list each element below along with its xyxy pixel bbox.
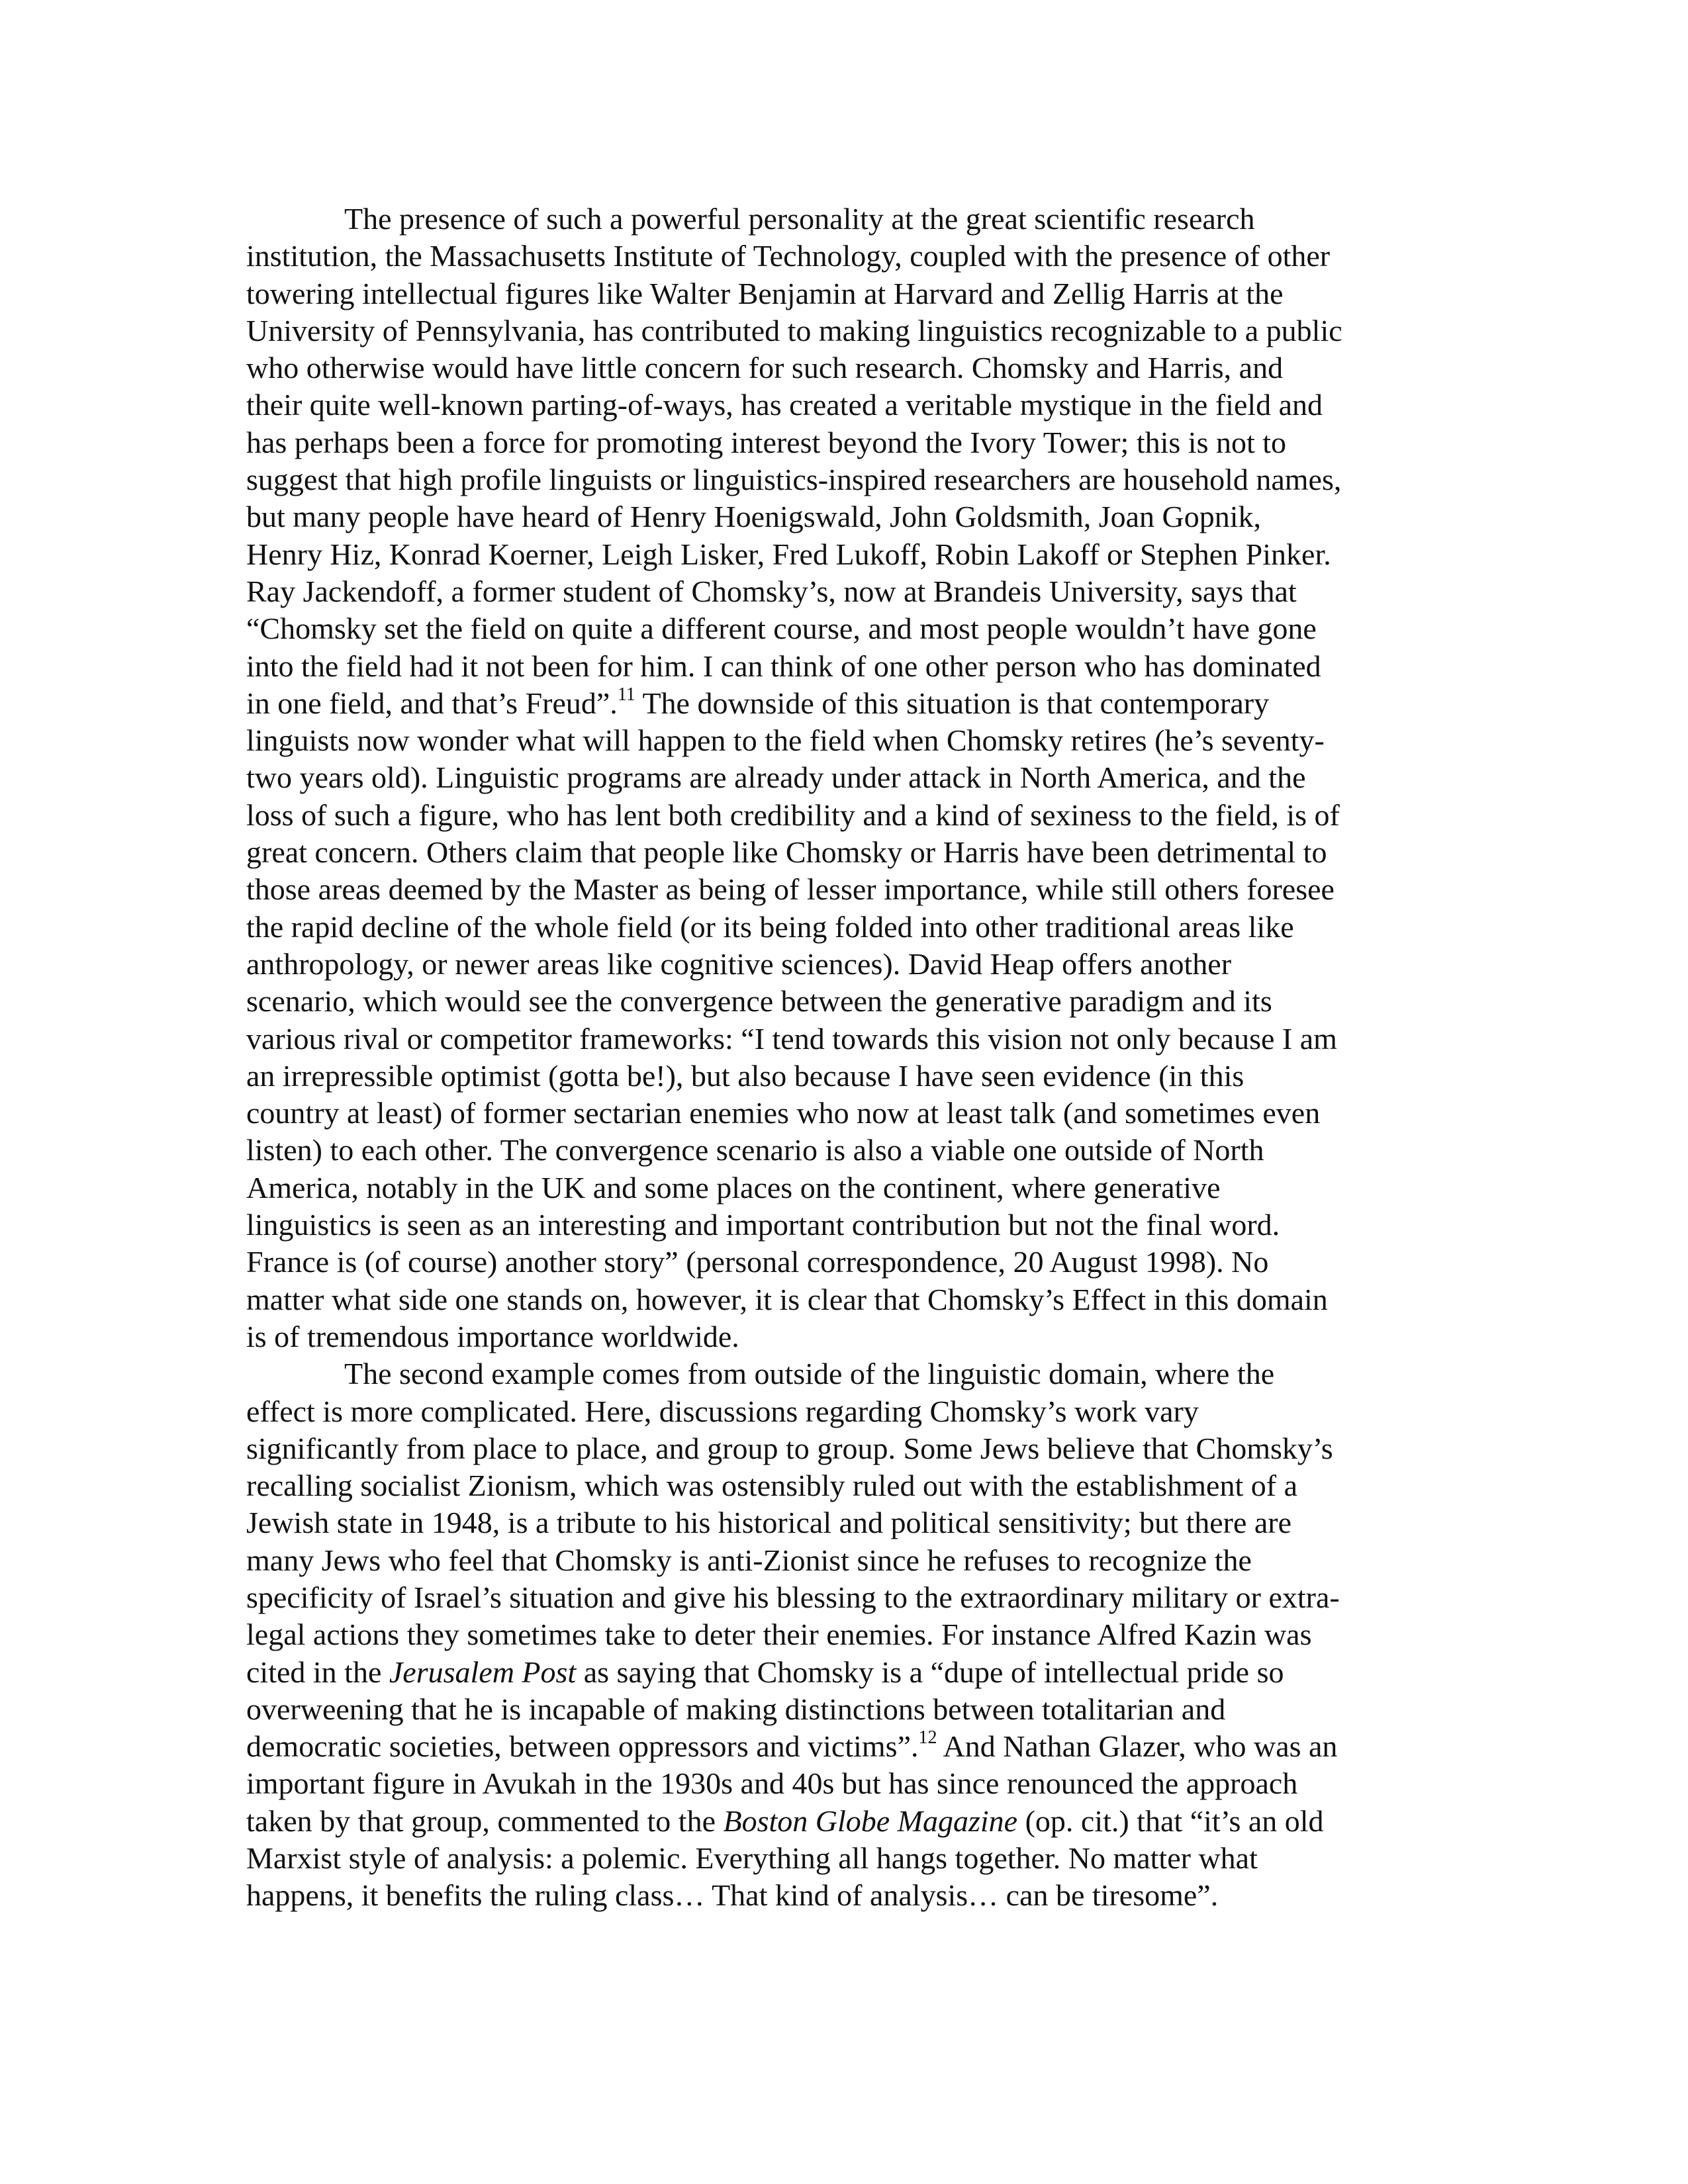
text-line: America, notably in the UK and some places on the continent, where generative	[246, 1170, 1221, 1205]
text-line: legal actions they sometimes take to deter their enemies. For instance Alfred Kazin was	[246, 1617, 1312, 1652]
text-line	[246, 1803, 1446, 1840]
text-line: Henry Hiz, Konrad Koerner, Leigh Lisker, Fred Lukoff, Robin Lakoff or Stephen Pinker.	[246, 537, 1331, 571]
footnote-marker: 11	[617, 684, 635, 705]
text-line: but many people have heard of Henry Hoenigswald, John Goldsmith, Joan Gopnik,	[246, 500, 1262, 534]
text-segment: (op. cit.) that “it’s an old	[1017, 1803, 1324, 1838]
text-line: linguistics is seen as an interesting and important contribution but not the final word.	[246, 1208, 1280, 1242]
text-line: The second example comes from outside of the linguistic domain, where the	[344, 1357, 1275, 1391]
text-line: towering intellectual figures like Walter Benjamin at Harvard and Zellig Harris at the	[246, 276, 1284, 310]
text-line: is of tremendous importance worldwide.	[246, 1319, 739, 1353]
text-line	[246, 1654, 1446, 1691]
text-line: Jewish state in 1948, is a tribute to his historical and political sensitivity; but there are	[246, 1506, 1292, 1540]
text-line: Marxist style of analysis: a polemic. Everything all hangs together. No matter what	[246, 1841, 1258, 1876]
text-line: linguists now wonder what will happen to the field when Chomsky retires (he’s seventy-	[246, 723, 1325, 758]
text-line	[246, 1728, 1446, 1765]
text-line: who otherwise would have little concern for such research. Chomsky and Harris, and	[246, 351, 1284, 385]
text-line: matter what side one stands on, however, it is clear that Chomsky’s Effect in this domain	[246, 1282, 1328, 1316]
text-line: University of Pennsylvania, has contributed to making linguistics recognizable to a public	[246, 313, 1342, 347]
text-line	[246, 685, 1446, 722]
text-segment: cited in the	[246, 1655, 389, 1689]
paragraph-2	[246, 1355, 1446, 1914]
text-line: has perhaps been a force for promoting interest beyond the Ivory Tower; this is not to	[246, 425, 1287, 459]
text-segment: The downside of this situation is that contemporary	[635, 686, 1270, 720]
text-line: important figure in Avukah in the 1930s and 40s but has since renounced the approach	[246, 1766, 1298, 1801]
text-line: specificity of Israel’s situation and give his blessing to the extraordinary military or extra-	[246, 1580, 1340, 1614]
text-line: institution, the Massachusetts Institute of Technology, coupled with the presence of other	[246, 239, 1331, 273]
body-text	[246, 201, 1446, 1915]
text-line: Ray Jackendoff, a former student of Chomsky’s, now at Brandeis University, says that	[246, 574, 1297, 608]
text-line: many Jews who feel that Chomsky is anti-Zionist since he refuses to recognize the	[246, 1543, 1252, 1577]
text-line: great concern. Others claim that people like Chomsky or Harris have been detrimental to	[246, 835, 1327, 870]
text-line: into the field had it not been for him. I can think of one other person who has dominated	[246, 649, 1321, 683]
text-line: effect is more complicated. Here, discussions regarding Chomsky’s work vary	[246, 1394, 1199, 1428]
text-segment: democratic societies, between oppressors and victims”.	[246, 1729, 919, 1764]
footnote-marker: 12	[918, 1727, 937, 1748]
text-line: various rival or competitor frameworks: “I tend towards this vision not only because I am	[246, 1021, 1337, 1056]
text-line: country at least) of former sectarian enemies who now at least talk (and sometimes even	[246, 1096, 1321, 1130]
italic-title: Jerusalem Post	[389, 1655, 577, 1689]
text-line: France is (of course) another story” (personal correspondence, 20 August 1998). No	[246, 1245, 1269, 1279]
text-line: The presence of such a powerful personality at the great scientific research	[344, 202, 1255, 236]
text-segment: taken by that group, commented to the	[246, 1803, 724, 1838]
text-line: an irrepressible optimist (gotta be!), but also because I have seen evidence (in this	[246, 1058, 1244, 1093]
text-line: suggest that high profile linguists or linguistics-inspired researchers are household names,	[246, 463, 1342, 497]
text-line: scenario, which would see the convergence between the generative paradigm and its	[246, 984, 1272, 1019]
text-line: listen) to each other. The convergence scenario is also a viable one outside of North	[246, 1133, 1264, 1167]
paragraph-1	[246, 201, 1446, 1355]
text-line: their quite well-known parting-of-ways, has created a veritable mystique in the field and	[246, 388, 1323, 422]
text-line: recalling socialist Zionism, which was ostensibly ruled out with the establishment of a	[246, 1469, 1297, 1503]
text-line: overweening that he is incapable of making distinctions between totalitarian and	[246, 1692, 1226, 1726]
text-segment: in one field, and that’s Freud”.	[246, 686, 618, 720]
text-line: those areas deemed by the Master as being of lesser importance, while still others foresee	[246, 872, 1335, 907]
text-line: two years old). Linguistic programs are already under attack in North America, and the	[246, 760, 1306, 795]
text-line: happens, it benefits the ruling class… That kind of analysis… can be tiresome”.	[246, 1878, 1219, 1913]
text-line: the rapid decline of the whole field (or its being folded into other traditional areas like	[246, 909, 1294, 944]
text-segment: as saying that Chomsky is a “dupe of intellectual pride so	[576, 1655, 1284, 1689]
italic-title: Boston Globe Magazine	[723, 1803, 1018, 1838]
text-line: significantly from place to place, and group to group. Some Jews believe that Chomsky’s	[246, 1431, 1333, 1465]
text-segment: And Nathan Glazer, who was an	[937, 1729, 1338, 1764]
text-line: loss of such a figure, who has lent both credibility and a kind of sexiness to the field, is of	[246, 797, 1340, 832]
text-line: anthropology, or newer areas like cognitive sciences). David Heap offers another	[246, 946, 1232, 981]
text-line: “Chomsky set the field on quite a different course, and most people wouldn’t have gone	[246, 612, 1317, 646]
